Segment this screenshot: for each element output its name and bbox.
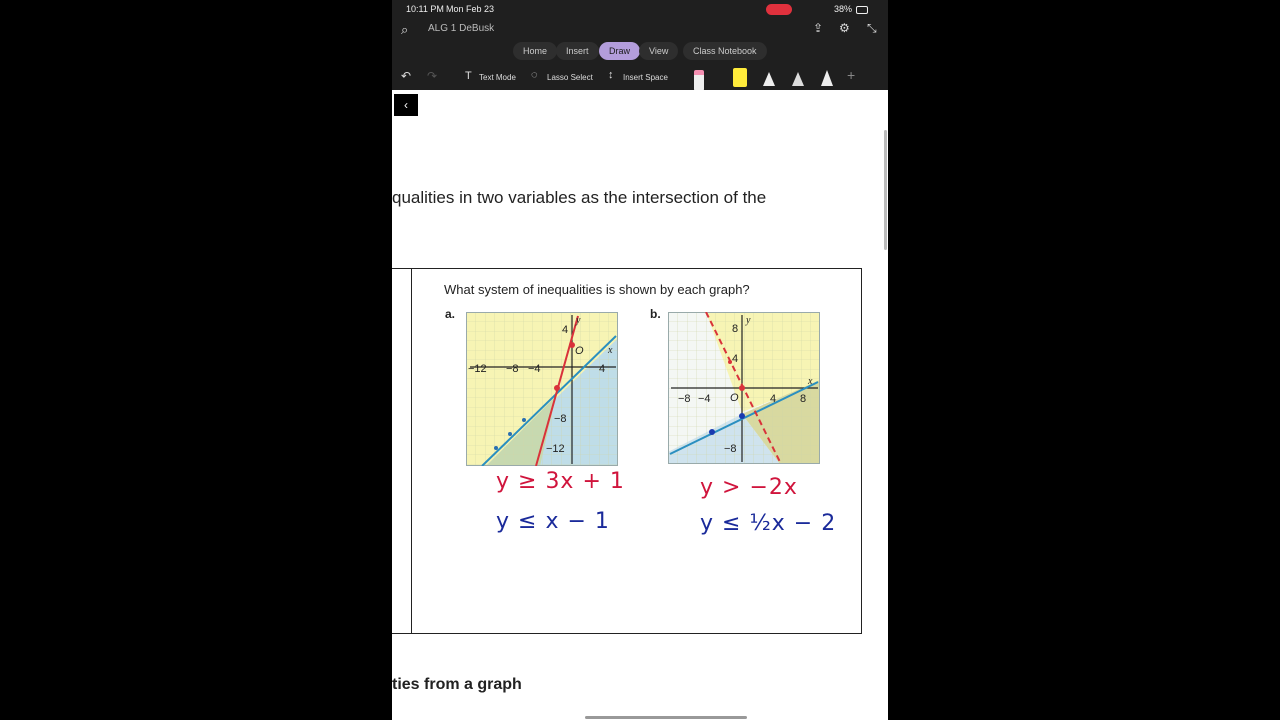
graph-b-tick-y: 8 xyxy=(732,323,739,335)
add-pen-icon[interactable]: + xyxy=(847,67,856,83)
lesson-heading: qualities in two variables as the intersection of the xyxy=(392,188,767,207)
gear-icon[interactable]: ⚙ xyxy=(839,21,850,35)
highlighter-yellow[interactable] xyxy=(733,68,747,87)
graph-a-tick-y: 4 xyxy=(562,324,569,336)
graph-b-origin: O xyxy=(730,392,739,404)
insert-space-icon: ↕ xyxy=(608,69,614,81)
graph-b-tick-x: 4 xyxy=(770,393,777,405)
battery-icon xyxy=(856,6,868,14)
redo-icon[interactable]: ↷ xyxy=(427,69,438,83)
draw-tools xyxy=(392,68,888,88)
pen-white[interactable] xyxy=(821,70,833,86)
example-box xyxy=(392,268,862,634)
pen-blue[interactable] xyxy=(792,72,804,86)
graph-b xyxy=(668,312,820,464)
ink-answer-a-line1: y ≥ 3x + 1 xyxy=(496,469,625,494)
eraser-tool[interactable] xyxy=(694,70,704,91)
ink-answer-b-line2: y ≤ ½x − 2 xyxy=(700,511,837,536)
graph-a-origin: O xyxy=(575,345,584,357)
notebook-title: ALG 1 DeBusk xyxy=(428,23,495,34)
status-battery: 38% xyxy=(834,4,853,14)
graph-b-tick-y: 4 xyxy=(732,353,739,365)
graph-a-tick-y: −12 xyxy=(546,443,565,455)
home-indicator[interactable] xyxy=(585,716,747,719)
graph-a-x-label: x xyxy=(608,345,613,356)
graph-b-tick-x: −8 xyxy=(678,393,691,405)
share-icon[interactable]: ⇪ xyxy=(813,21,824,35)
graph-a-tick-x: −8 xyxy=(506,363,519,375)
graph-a-tick-x: 4 xyxy=(599,363,606,375)
tab-draw[interactable]: Draw xyxy=(599,42,640,60)
lasso-icon: ◌ xyxy=(531,69,538,81)
graph-a-y-label: y xyxy=(576,315,581,326)
section-heading: ties from a graph xyxy=(392,676,522,693)
graph-a xyxy=(466,312,618,466)
graph-a-tick-x: −12 xyxy=(468,363,487,375)
text-mode-button[interactable]: Text Mode xyxy=(479,73,516,82)
status-time: 10:11 PM xyxy=(406,4,444,14)
search-icon[interactable]: ⌕ xyxy=(401,22,409,37)
graph-a-tick-y: −8 xyxy=(554,413,567,425)
tab-view[interactable]: View xyxy=(639,42,678,60)
back-button[interactable]: ‹ xyxy=(394,94,418,116)
graph-b-tick-y: −8 xyxy=(724,443,737,455)
tab-class-notebook[interactable]: Class Notebook xyxy=(683,42,767,60)
graph-b-x-label: x xyxy=(808,376,813,387)
text-mode-icon: T xyxy=(465,70,472,82)
status-date: Mon Feb 23 xyxy=(446,4,495,14)
box-divider xyxy=(411,269,412,633)
scrollbar[interactable] xyxy=(884,130,887,250)
part-b-label: b. xyxy=(650,307,661,321)
ink-answer-a-line2: y ≤ x − 1 xyxy=(496,509,610,534)
tab-home[interactable]: Home xyxy=(513,42,557,60)
record-indicator xyxy=(766,4,792,15)
insert-space-button[interactable]: Insert Space xyxy=(623,73,668,82)
graph-b-tick-x: 8 xyxy=(800,393,807,405)
ribbon-tabs xyxy=(392,42,888,62)
ink-answer-b-line1: y > −2x xyxy=(700,475,798,500)
part-a-label: a. xyxy=(445,307,456,321)
graph-a-tick-x: −4 xyxy=(528,363,541,375)
pen-red[interactable] xyxy=(763,72,775,86)
graph-b-tick-x: −4 xyxy=(698,393,711,405)
question-text: What system of inequalities is shown by each graph? xyxy=(444,282,750,297)
undo-icon[interactable]: ↶ xyxy=(401,69,412,83)
collapse-icon[interactable]: ⤡ xyxy=(867,21,877,35)
note-page[interactable] xyxy=(392,90,888,720)
graph-b-y-label: y xyxy=(746,315,751,326)
tab-insert[interactable]: Insert xyxy=(556,42,599,60)
lasso-select-button[interactable]: Lasso Select xyxy=(547,73,593,82)
app-toolbar xyxy=(392,0,888,90)
tablet-screen xyxy=(392,0,888,720)
